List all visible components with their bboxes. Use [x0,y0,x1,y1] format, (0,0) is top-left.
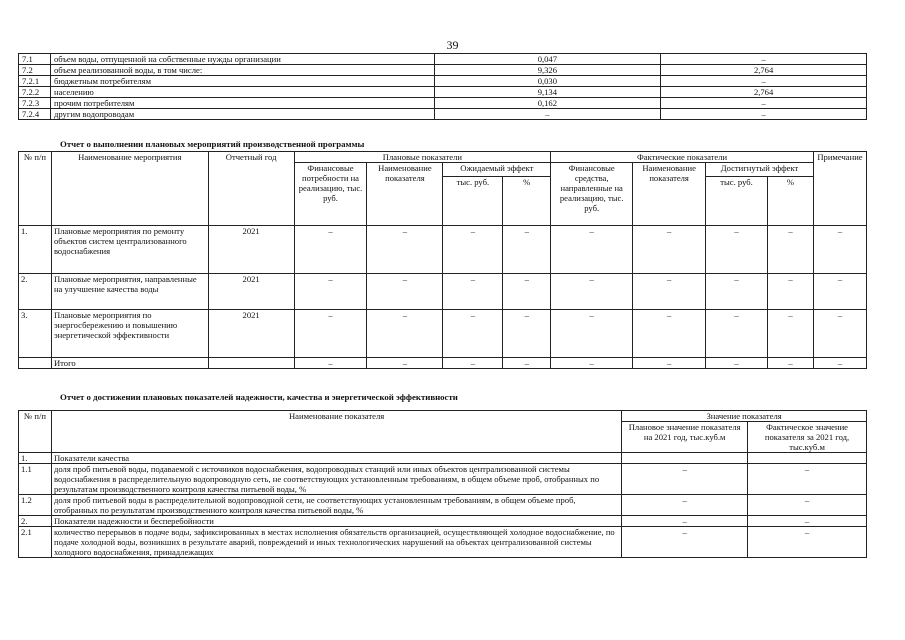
row-number: 2. [19,274,52,310]
row-number: 7.2.3 [19,98,51,109]
header-plan-percent: % [503,177,551,226]
header-note: Примечание [813,152,866,226]
header-number: № п/п [19,152,52,226]
cell: – [551,358,633,369]
row-plan: – [622,516,748,527]
table-row [19,226,867,274]
row-value: – [434,109,661,120]
row-name: прочим потребителям [50,98,434,109]
cell: – [633,358,706,369]
cell: – [768,358,814,369]
table-row [19,54,867,65]
header-fact-rub: тыс. руб. [706,177,768,226]
cell: – [706,310,768,358]
cell: – [551,226,633,274]
cell: – [551,310,633,358]
cell: – [813,310,866,358]
page-number: 39 [446,38,459,52]
header-plan-value: Плановое значение показателя на 2021 год, тыс.куб.м [622,422,748,453]
header-actual-finance: Финансовые средства, направленные на реализацию, тыс. руб. [551,163,633,226]
row-name: объем воды, отпущенной на собственные нужды организации [50,54,434,65]
table-row [19,87,867,98]
cell: – [706,358,768,369]
header-indicator-value: Значение показателя [622,411,867,422]
row-number: 1. [19,453,52,464]
cell: – [503,310,551,358]
indicators-report-table [18,410,867,558]
section-title-activities: Отчет о выполнении плановых мероприятий производственной программы [60,139,365,149]
cell: – [367,274,443,310]
row-number: 2.1 [19,527,52,558]
row-value: – [661,54,867,65]
header-row [19,411,867,422]
cell: – [503,274,551,310]
row-value: 0,030 [434,76,661,87]
row-plan: – [622,527,748,558]
row-year: 2021 [208,226,294,274]
row-number: 7.2.2 [19,87,51,98]
cell: – [503,358,551,369]
cell: – [813,358,866,369]
cell: – [633,226,706,274]
header-actual: Фактические показатели [551,152,814,163]
row-plan: – [622,464,748,495]
row-number: 2. [19,516,52,527]
header-year: Отчетный год [208,152,294,226]
row-number: 7.1 [19,54,51,65]
row-value: 2,764 [661,87,867,98]
cell: – [551,274,633,310]
header-activity-name: Наименование мероприятия [51,152,208,226]
table-row [19,527,867,558]
header-fact-value: Фактическое значение показателя за 2021 год, тыс.куб.м [748,422,867,453]
table-row [19,109,867,120]
row-fact [748,453,867,464]
section-title-indicators: Отчет о достижении плановых показателей надежности, качества и энергетической эффективности [60,392,458,402]
table-row [19,516,867,527]
cell: – [443,274,503,310]
row-fact: – [748,464,867,495]
table-row [19,310,867,358]
row-number: 7.2.1 [19,76,51,87]
row-number: 7.2 [19,65,51,76]
cell: – [294,358,367,369]
row-number: 7.2.4 [19,109,51,120]
row-name: объем реализованной воды, в том числе: [50,65,434,76]
row-name: доля проб питьевой воды, подаваемой с источников водоснабжения, водопроводных станций или иных объектов централизованной системы водоснабжения в распределительную водопроводную сеть, не соответствующих установленным требованиям, в общем объеме проб, отобранных по результатам производственного контроля качества питьевой воды, % [51,464,621,495]
table-row [19,274,867,310]
row-name: Плановые мероприятия, направленные на улучшение качества воды [51,274,208,310]
cell: – [813,274,866,310]
table-row [19,98,867,109]
row-year: 2021 [208,274,294,310]
row-plan [622,453,748,464]
cell: – [813,226,866,274]
cell: – [294,274,367,310]
row-number: 1.1 [19,464,52,495]
cell: – [443,310,503,358]
row-fact: – [748,495,867,516]
cell: – [367,226,443,274]
water-volume-table [18,53,867,120]
cell: – [294,310,367,358]
header-actual-indicator: Наименование показателя [633,163,706,226]
total-row [19,358,867,369]
cell: – [294,226,367,274]
cell: – [367,310,443,358]
row-value: 9,134 [434,87,661,98]
header-row [19,152,867,163]
cell: – [633,274,706,310]
table-row [19,464,867,495]
cell: – [503,226,551,274]
row-value: 0,162 [434,98,661,109]
row-name: Плановые мероприятия по ремонту объектов систем централизованного водоснабжения [51,226,208,274]
header-planned-indicator: Наименование показателя [367,163,443,226]
row-value: 2,764 [661,65,867,76]
row-number: 1.2 [19,495,52,516]
row-name: Показатели качества [51,453,621,464]
cell: – [768,310,814,358]
row-number: 1. [19,226,52,274]
cell: – [768,226,814,274]
header-indicator-name: Наименование показателя [51,411,621,453]
row-name: Показатели надежности и бесперебойности [51,516,621,527]
row-name: населению [50,87,434,98]
row-fact: – [748,516,867,527]
header-fact-percent: % [768,177,814,226]
row-value: – [661,98,867,109]
row-plan: – [622,495,748,516]
header-number: № п/п [19,411,52,453]
table-row [19,495,867,516]
row-number: 3. [19,310,52,358]
cell: – [706,226,768,274]
activities-report-table [18,151,867,369]
row-value: – [661,76,867,87]
header-plan-rub: тыс. руб. [443,177,503,226]
cell: – [367,358,443,369]
row-year: 2021 [208,310,294,358]
cell: – [706,274,768,310]
cell: – [443,358,503,369]
row-value: – [661,109,867,120]
row-name: Плановые мероприятия по энергосбережению и повышению энергетической эффективности [51,310,208,358]
total-label: Итого [51,358,208,369]
header-planned-finance: Финансовые потребности на реализацию, тыс. руб. [294,163,367,226]
row-value: 9,326 [434,65,661,76]
row-name: другим водопроводам [50,109,434,120]
row-fact: – [748,527,867,558]
cell: – [768,274,814,310]
row-name: бюджетным потребителям [50,76,434,87]
row-value: 0,047 [434,54,661,65]
row-name: доля проб питьевой воды в распределительной водопроводной сети, не соответствующих установленным требованиям, в общем объеме проб, отобранных по результатам производственного контроля качества питьевой воды, % [51,495,621,516]
table-row [19,65,867,76]
row-name: количество перерывов в подаче воды, зафиксированных в местах исполнения обязательств организацией, осуществляющей холодное водоснабжение, по подаче холодной воды, возникших в результате аварий, повреждений и иных технологических нарушений на объектах централизованной системы холодного водоснабжения, принадлежащих [51,527,621,558]
header-achieved-effect: Достигнутый эффект [706,163,814,177]
header-expected-effect: Ожидаемый эффект [443,163,551,177]
table-row [19,453,867,464]
header-planned: Плановые показатели [294,152,551,163]
cell: – [443,226,503,274]
table-row [19,76,867,87]
cell: – [633,310,706,358]
